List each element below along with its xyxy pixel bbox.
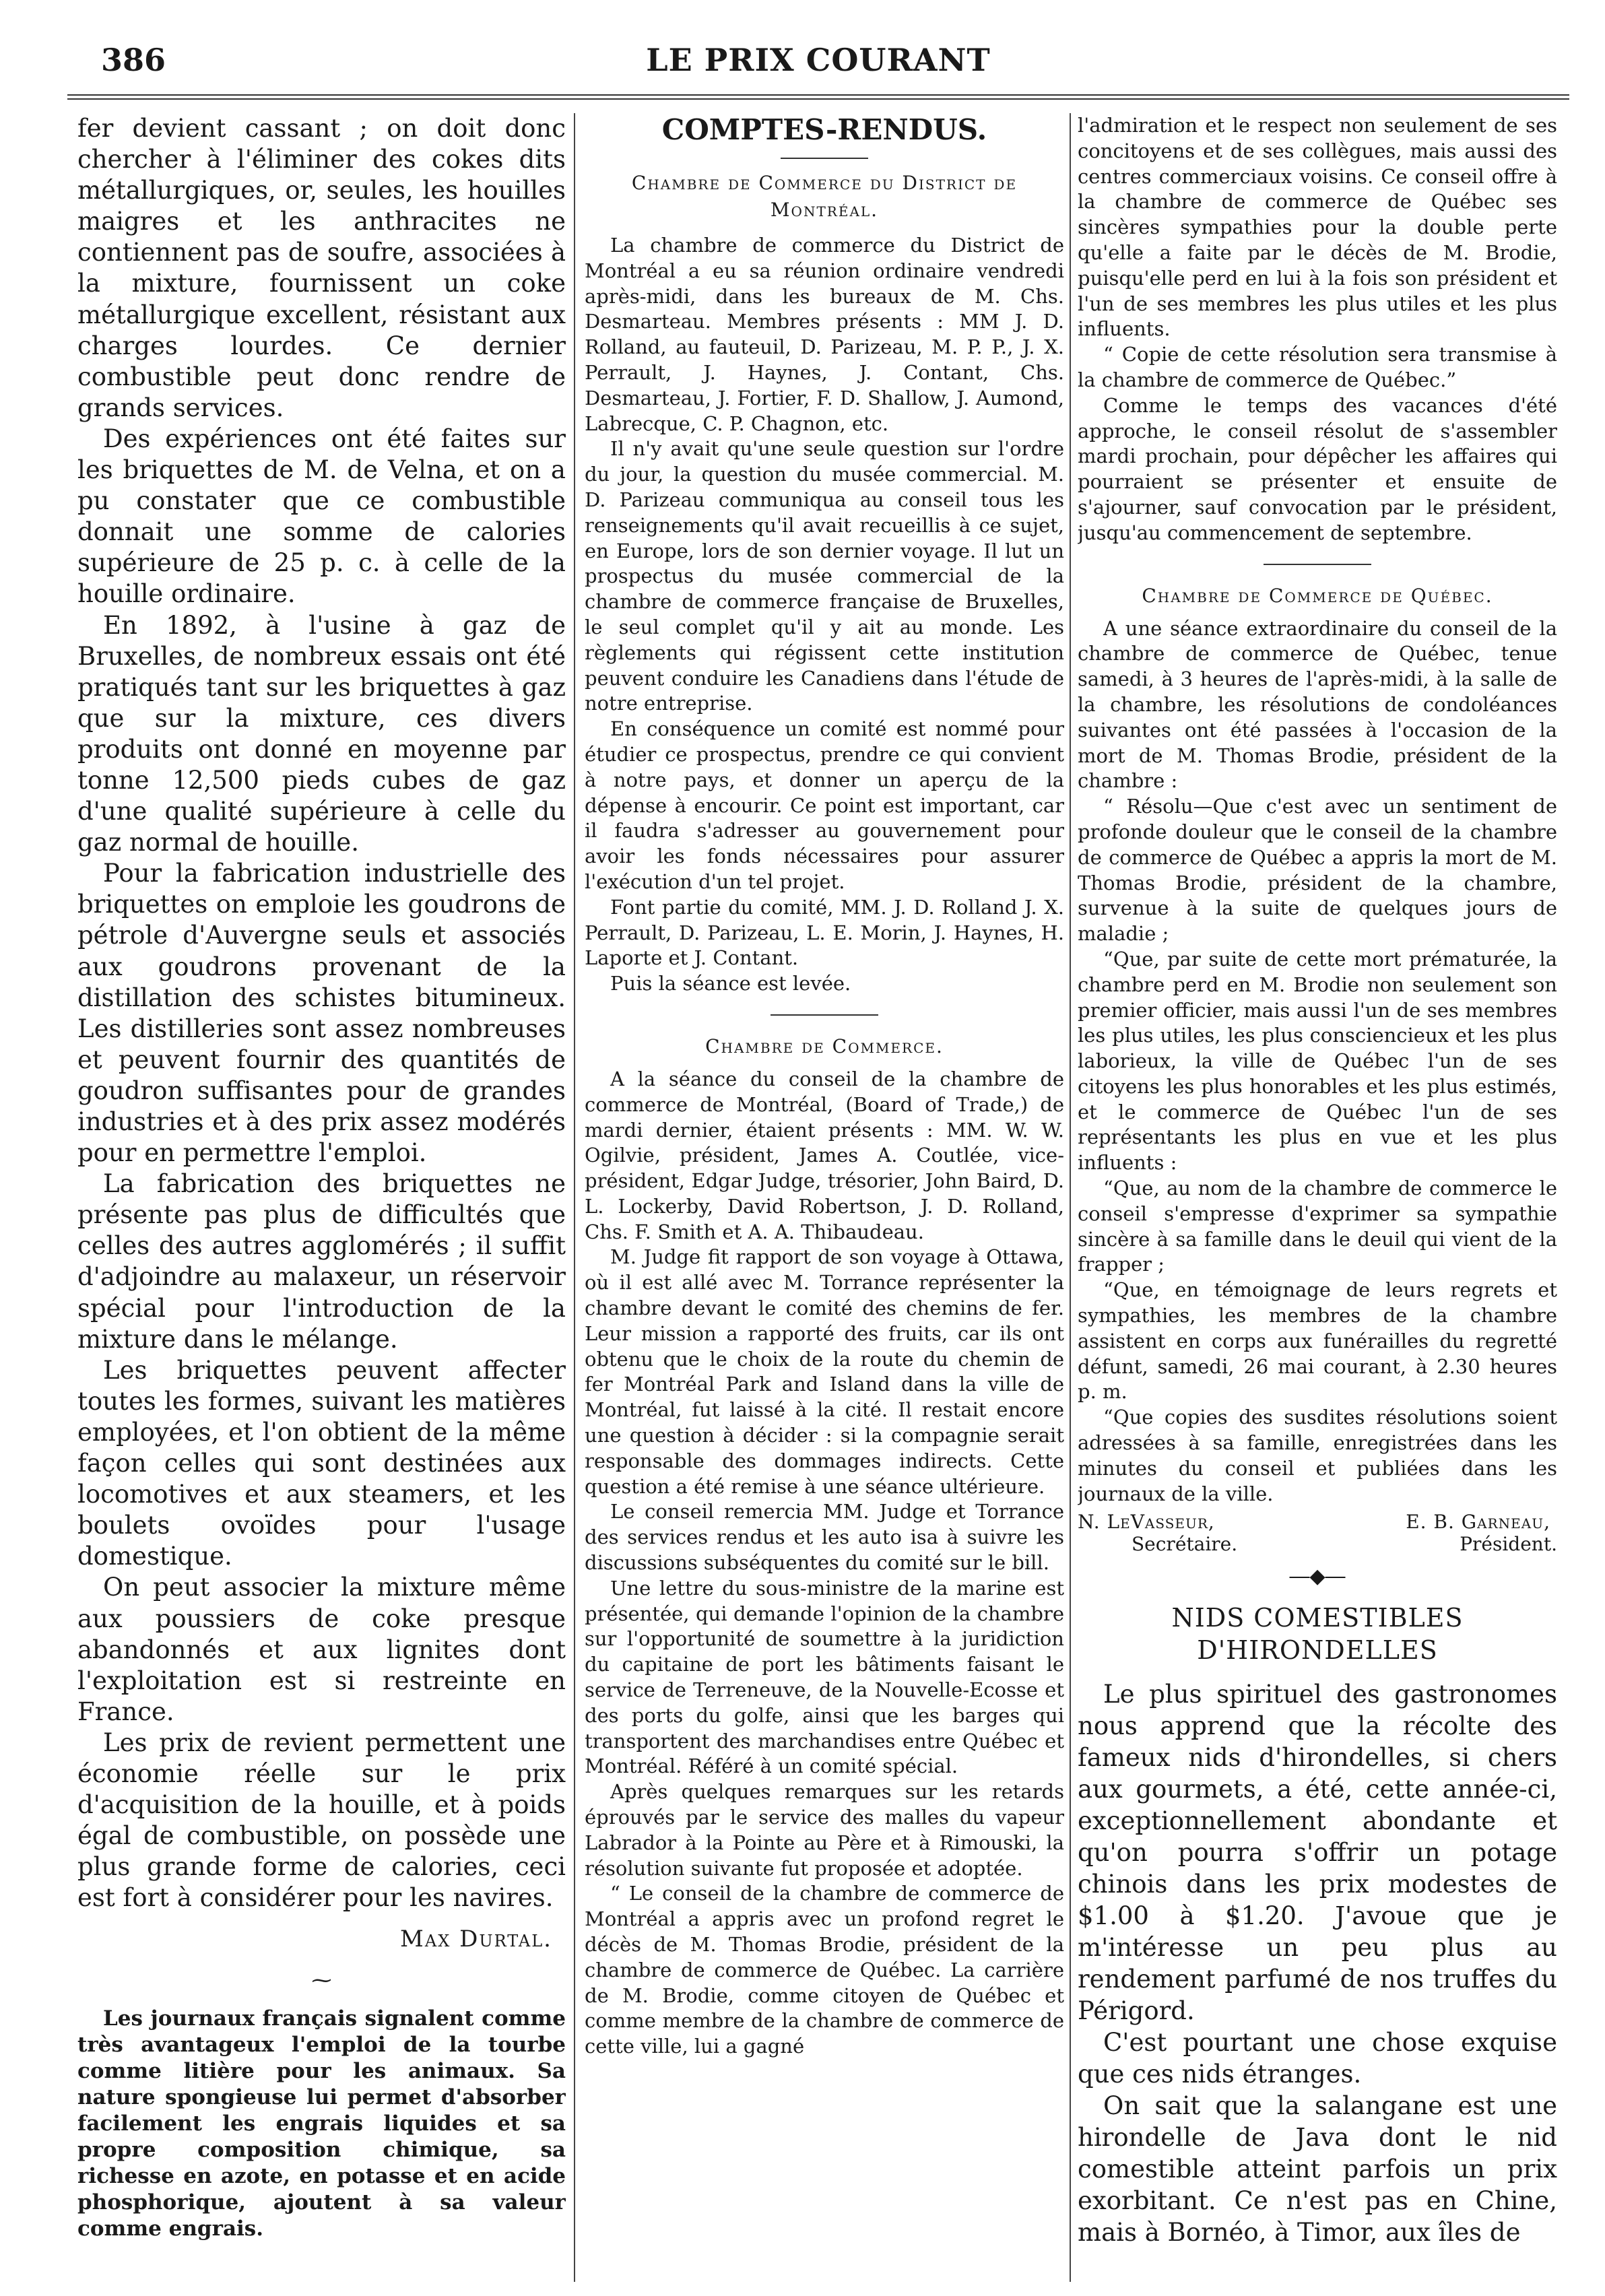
article-title: NIDS COMESTIBLES D'HIRONDELLES [1171,1603,1464,1666]
column-divider-2 [1070,113,1071,2282]
column-1 [77,113,566,2282]
paragraph: Des expériences ont été faites sur les briquettes de M. de Velna, et on a pu constater que ce combustible donnait une somme de calories supérieure de 25 p. c. à celle de la houille ordinaire. [77,424,566,609]
paragraph: “ Résolu—Que c'est avec un sentiment de profonde douleur que le conseil de la chambre de commerce de Québec a appris la mort de M. Thomas Brodie, président de la chambre, survenue à la suite de quelques jours de maladie ; [1078,795,1557,946]
paragraph: Les prix de revient permettent une économie réelle sur le prix d'acquisition de la houille, et à poids égal de combustible, on possède une plus grande forme de calories, ceci est fort à considérer pour les navires. [77,1728,566,1913]
paragraph: A une séance extraordinaire du conseil de la chambre de commerce de Québec, tenue samedi, à 3 heures de l'après-midi, à la salle de la chambre, les résolutions de condoléances suivantes ont été passées à l'occasion de la mort de M. Thomas Brodie, président de la chambre : [1078,616,1557,793]
column-divider-1 [574,113,575,2282]
paragraph: Pour la fabrication industrielle des briquettes on emploie les goudrons de pétrole d'Auvergne seuls et associés aux goudrons provenant de la distillation des schistes bitumineux. Les distilleries sont assez nombreuses et peuvent fournir des quantités de goudron suffisantes pour de grandes industries et à des prix assez modérés pour en permettre l'emploi. [77,859,566,1168]
paragraph: On peut associer la mixture même aux poussiers de coke presque abandonnés et aux lignites dont l'exploitation est si restreinte en France. [77,1573,566,1726]
signatures [1078,1511,1557,1555]
paragraph: Il n'y avait qu'une seule question sur l'ordre du jour, la question du musée commercial. M. D. Parizeau communiqua au conseil tous les renseignements qu'il avait recueillis à ce sujet, en Europe, lors de son dernier voyage. Il lut un prospectus du musée commercial de la chambre de commerce française de Bruxelles, le seul complet qu'il y ait au monde. Les règlements qui régissent cette institution peuvent conduire les Canadiens dans l'étude de notre entreprise. [585,437,1064,715]
president-role: Président. [1460,1533,1557,1556]
paragraph: “Que, au nom de la chambre de commerce le conseil s'empresse d'exprimer sa sympathie sincère à sa famille dans le deuil qui vient de la frapper ; [1078,1177,1557,1276]
paragraph: Comme le temps des vacances d'été approche, le conseil résolut de s'assembler mardi prochain, pour dépêcher les affaires qui pourraient se présenter et ensuite de s'ajourner, sauf convocation par le président, jusqu'au commencement de septembre. [1078,393,1557,544]
paragraph: En 1892, à l'usine à gaz de Bruxelles, de nombreux essais ont été pratiqués tant sur les briquettes à gaz que sur la mixture, ces divers produits ont donné en moyenne par tonne 12,500 pieds cubes de gaz d'une qualité supérieure à celle du gaz normal de houille. [77,610,566,857]
paragraph: M. Judge fit rapport de son voyage à Ottawa, où il est allé avec M. Torrance représenter la chambre devant le comité des chemins de fer. Leur mission a rapporté des fruits, car ils ont obtenu que le choix de la route du chemin de fer Montréal Park and Island dans la ville de Montréal, fut laissé à la cité. Il restait encore une question à décider : si la compagnie serait responsable des dommages indirects. Cette question a été remise à une séance ultérieure. [585,1245,1064,1498]
column-3 [1078,113,1557,2282]
paragraph: Une lettre du sous-ministre de la marine est présentée, qui demande l'opinion de la chambre sur l'opportunité de soumettre à la juridiction du capitaine de port les bâtiments faisant le service de Terreneuve, de la Nouvelle-Ecosse et des ports du golfe, ainsi que les barges qui transportent des marchandises entre Québec et Montréal. Référé à un comité spécial. [585,1576,1064,1778]
page-header [67,42,1569,89]
section-title: COMPTES-RENDUS. [661,113,987,146]
paragraph: fer devient cassant ; on doit donc chercher à l'éliminer des cokes dits métallurgiques, or, seules, les houilles maigres et les anthracites ne contiennent pas de soufre, associées à la mixture, fournissent un coke métallurgique excellent, résistant aux charges lourdes. Ce dernier combustible peut donc rendre de grands services. [77,114,566,422]
sub-heading: Chambre de Commerce. [705,1035,944,1057]
paragraph: C'est pourtant une chose exquise que ces nids étranges. [1078,2028,1557,2089]
paragraph: A la séance du conseil de la chambre de commerce de Montréal, (Board of Trade,) de mardi dernier, étaient présents : MM. W. W. Ogilvie, président, James A. Coutlée, vice-président, Edgar Judge, trésorier, John Baird, D. L. Lockerby, David Robertson, J. D. Rolland, Chs. F. Smith et A. A. Thibaudeau. [585,1067,1064,1243]
paragraph: Puis la séance est levée. [610,972,851,995]
section-rule [771,1014,878,1016]
section-rule [1264,564,1371,565]
note-paragraph: Les journaux français signalent comme très avantageux l'emploi de la tourbe comme litière pour les animaux. Sa nature spongieuse lui permet d'absorber facilement les engrais liquides et sa propre composition chimique, sa richesse en azote, en potasse et en acide phosphorique, ajoutent à sa valeur comme engrais. [77,2006,566,2241]
paragraph: En conséquence un comité est nommé pour étudier ce prospectus, prendre ce qui convient à notre pays, et donner un aperçu de la dépense à encourir. Ce point est important, car il faudra s'adresser au gouvernement pour avoir les fonds nécessaires pour assurer l'exécution d'un tel projet. [585,717,1064,893]
paragraph: La fabrication des briquettes ne présente pas plus de difficultés que celles des autres agglomérés ; il suffit d'adjoindre au malaxeur, un réservoir spécial pour l'introduction de la mixture dans le mélange. [77,1169,566,1354]
paragraph: “ Copie de cette résolution sera transmise à la chambre de commerce de Québec.” [1078,343,1557,391]
sub-heading: Chambre de Commerce du District de Montréal. [631,172,1018,221]
paragraph: Le plus spirituel des gastronomes nous apprend que la récolte des fameux nids d'hirondelles, si chers aux gourmets, a été, cette année-ci, exceptionnellement abondante et qu'on pourra s'offrir un potage chinois dans les prix modestes de $1.00 à $1.20. J'avoue que je m'intéresse un peu plus au rendement parfumé de nos truffes du Périgord. [1078,1680,1557,2026]
president-name: E. B. Garneau, [1406,1511,1550,1534]
secretary-role: Secrétaire. [1132,1533,1238,1556]
paragraph: La chambre de commerce du District de Montréal a eu sa réunion ordinaire vendredi après-midi, dans les bureaux de M. Chs. Desmarteau. Membres présents : MM J. D. Rolland, au fauteuil, D. Parizeau, M. P. P., J. X. Perrault, J. Haynes, J. Contant, Chs. Desmarteau, J. Fortier, F. D. Shallow, J. Aumond, Labrecque, C. P. Chagnon, etc. [585,234,1064,435]
paragraph: Le conseil remercia MM. Judge et Torrance des services rendus et les auto isa à suivre les discussions subséquentes du comité sur le bill. [585,1500,1064,1575]
title-rule [781,158,868,159]
secretary-name: N. LeVasseur, [1078,1511,1215,1534]
page-number: 386 [101,42,166,78]
column-2 [585,113,1064,2282]
paragraph: “ Le conseil de la chambre de commerce de Montréal a appris avec un profond regret le décès de M. Thomas Brodie, président de la chambre de commerce de Québec. La carrière de M. Brodie, comme citoyen de Québec et comme membre de la chambre de commerce de cette ville, lui a gagné [585,1882,1064,2058]
paragraph: On sait que la salangane est une hirondelle de Java dont le nid comestible atteint parfois un prix exorbitant. Ce n'est pas en Chine, mais à Bornéo, à Timor, aux îles de [1078,2091,1557,2248]
paragraph: “Que copies des susdites résolutions soient adressées à sa famille, enregistrées dans les minutes du conseil et publiées dans les journaux de la ville. [1078,1406,1557,1505]
ornament-icon: ⁓ [311,1969,332,1993]
paragraph: Après quelques remarques sur les retards éprouvés par le service des malles du vapeur Labrador à la Pointe au Père et à Rimouski, la résolution suivante fut proposée et adoptée. [585,1780,1064,1880]
paragraph: l'admiration et le respect non seulement de ses concitoyens et de ses collègues, mais aussi des centres commerciaux voisins. Ce conseil offre à la chambre de commerce de Québec ses sincères sympathies pour la double perte qu'elle a faite par le décès de M. Brodie, puisqu'elle perd en lui à la fois son président et l'un de ses membres les plus utiles et les plus influents. [1078,114,1557,341]
paragraph: “Que, par suite de cette mort prématurée, la chambre perd en M. Brodie non seulement son premier officier, mais aussi l'un de ses membres les plus utiles, les plus consciencieux et les plus laborieux, la ville de Québec l'un de ses citoyens les plus honorables et les plus estimés, et le commerce de Québec l'un de ses représentants les plus en vue et les plus influents : [1078,947,1557,1175]
author-signature: Max Durtal. [400,1926,552,1953]
paragraph: “Que, en témoignage de leurs regrets et sympathies, les membres de la chambre assistent en corps aux funérailles du regretté défunt, samedi, 26 mai courant, à 2.30 heures p. m. [1078,1278,1557,1404]
header-rule [67,94,1569,100]
journal-title: LE PRIX COURANT [646,42,991,78]
paragraph: Les briquettes peuvent affecter toutes les formes, suivant les matières employées, et l'on obtient de la même façon celles qui sont destinées aux locomotives et aux steamers, et les boulets ovoïdes pour l'usage domestique. [77,1355,566,1571]
paragraph: Font partie du comité, MM. J. D. Rolland J. X. Perrault, D. Parizeau, L. E. Morin, J. Haynes, H. Laporte et J. Contant. [585,895,1064,970]
sub-heading: Chambre de Commerce de Québec. [1142,584,1493,607]
ornament-icon: ―◆― [1289,1565,1346,1589]
